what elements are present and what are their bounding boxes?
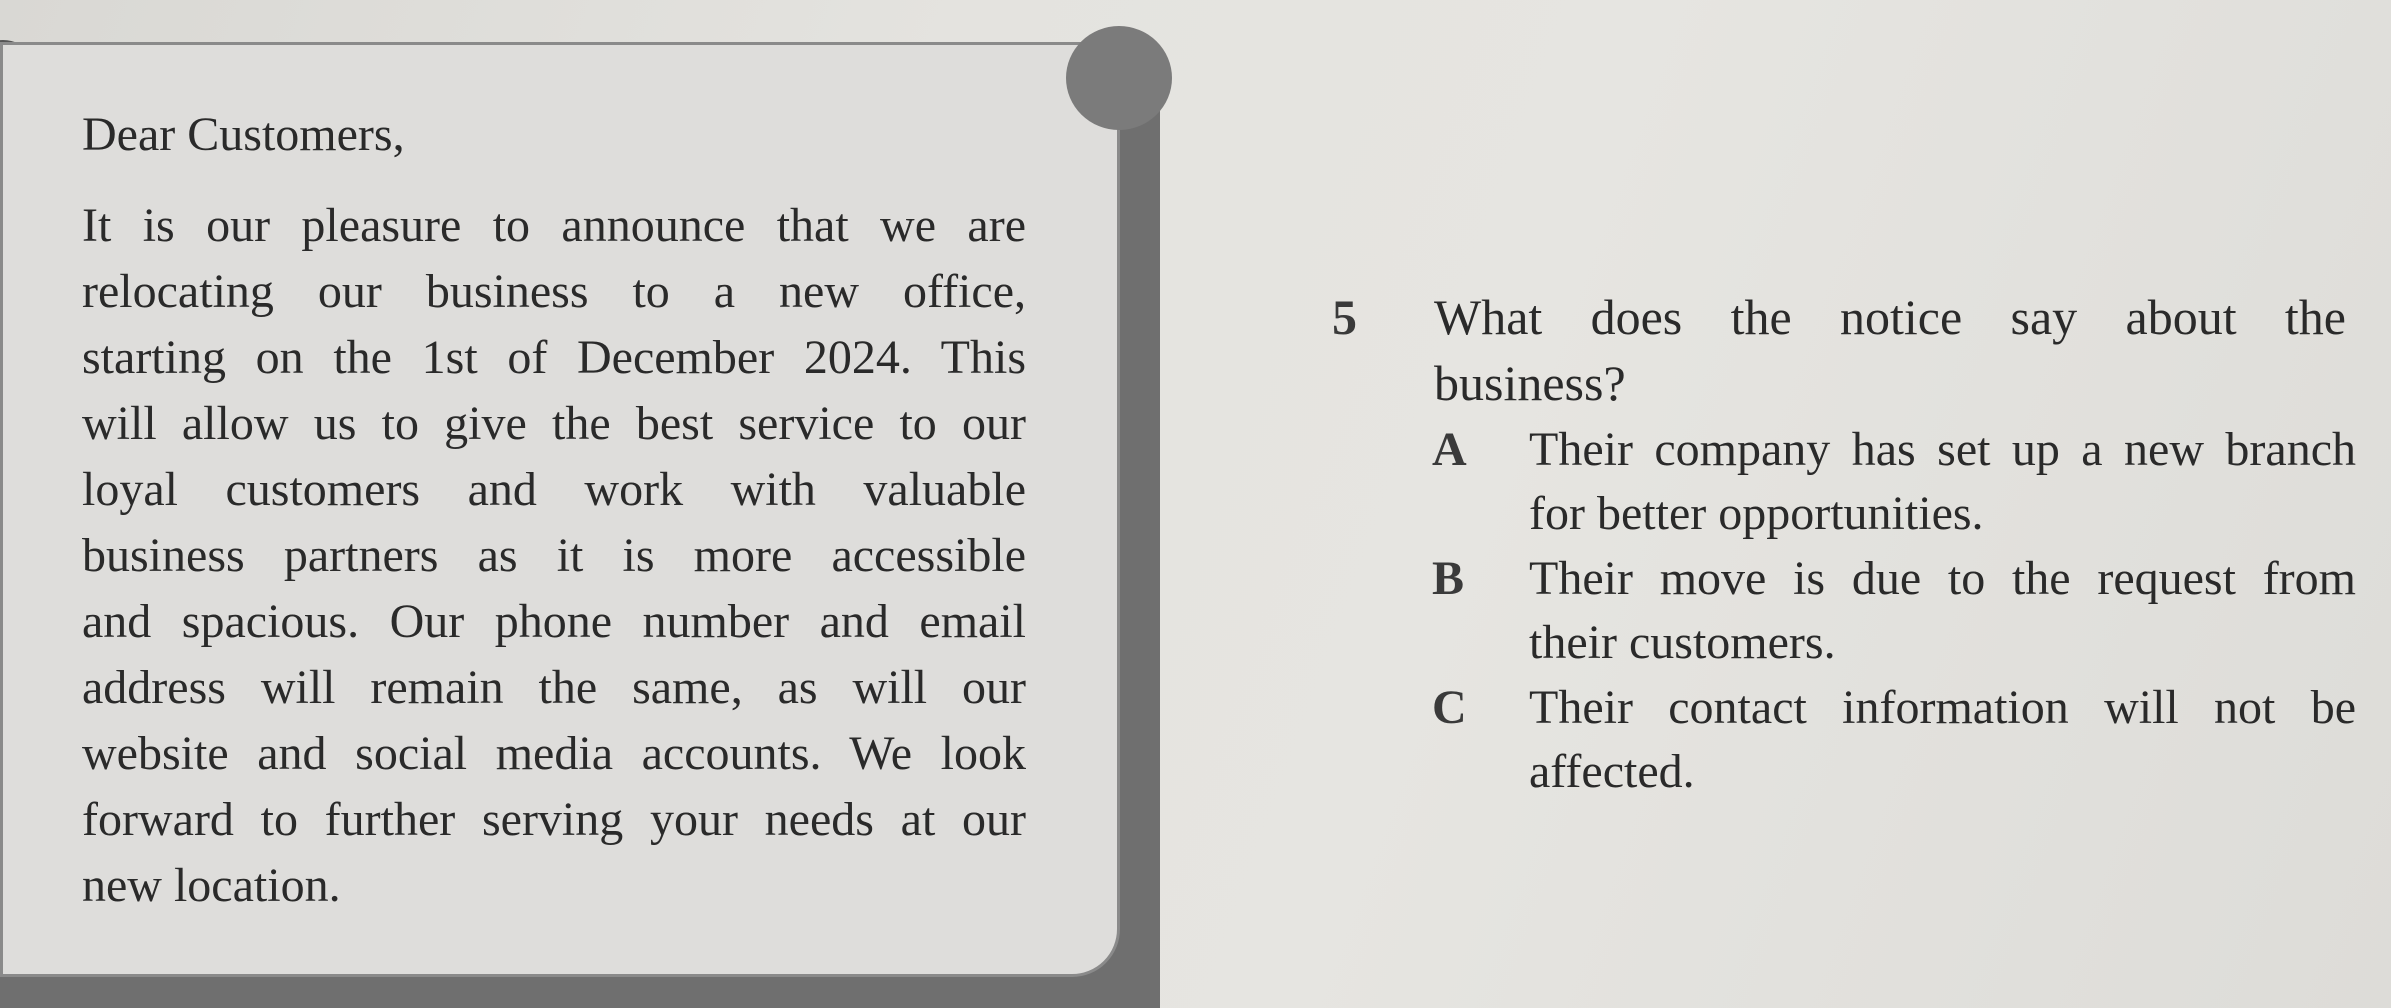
option-line: affected. (1529, 745, 1695, 798)
notice-line: starting on the 1st of December 2024. This (82, 331, 1026, 384)
question-stem-line: What does the notice say about the (1434, 289, 2346, 345)
option-line: Their contact information will not be (1529, 681, 2356, 734)
question-stem-line: business? (1434, 355, 1626, 411)
notice-line: website and social media accounts. We look (82, 727, 1026, 780)
option-letter: A (1432, 423, 1467, 476)
notice-line: address will remain the same, as will our (82, 661, 1026, 714)
option-text (1529, 676, 2356, 804)
notice-line: will allow us to give the best service to our (82, 397, 1026, 450)
question-stem (1434, 284, 2346, 416)
option-text (1529, 418, 2356, 546)
option-letter: B (1432, 552, 1465, 605)
notice-line: business partners as it is more accessible (82, 529, 1026, 582)
notice-line: loyal customers and work with valuable (82, 463, 1026, 516)
option-line: for better opportunities. (1529, 487, 1984, 540)
notice-line: new location. (82, 859, 341, 912)
notice-body (82, 193, 1026, 919)
notice-line: relocating our business to a new office, (82, 265, 1026, 318)
option-letter: C (1432, 681, 1467, 734)
option-line: their customers. (1529, 616, 1836, 669)
option-line: Their company has set up a new branch (1529, 423, 2356, 476)
notice-greeting: Dear Customers, (82, 108, 405, 161)
notice-line: forward to further serving your needs at our (82, 793, 1026, 846)
option-text (1529, 547, 2356, 675)
notice-line: It is our pleasure to announce that we are (82, 199, 1026, 252)
option-line: Their move is due to the request from (1529, 552, 2356, 605)
card-tab-decoration (1066, 26, 1172, 130)
question-number: 5 (1332, 289, 1357, 345)
notice-line: and spacious. Our phone number and email (82, 595, 1026, 648)
